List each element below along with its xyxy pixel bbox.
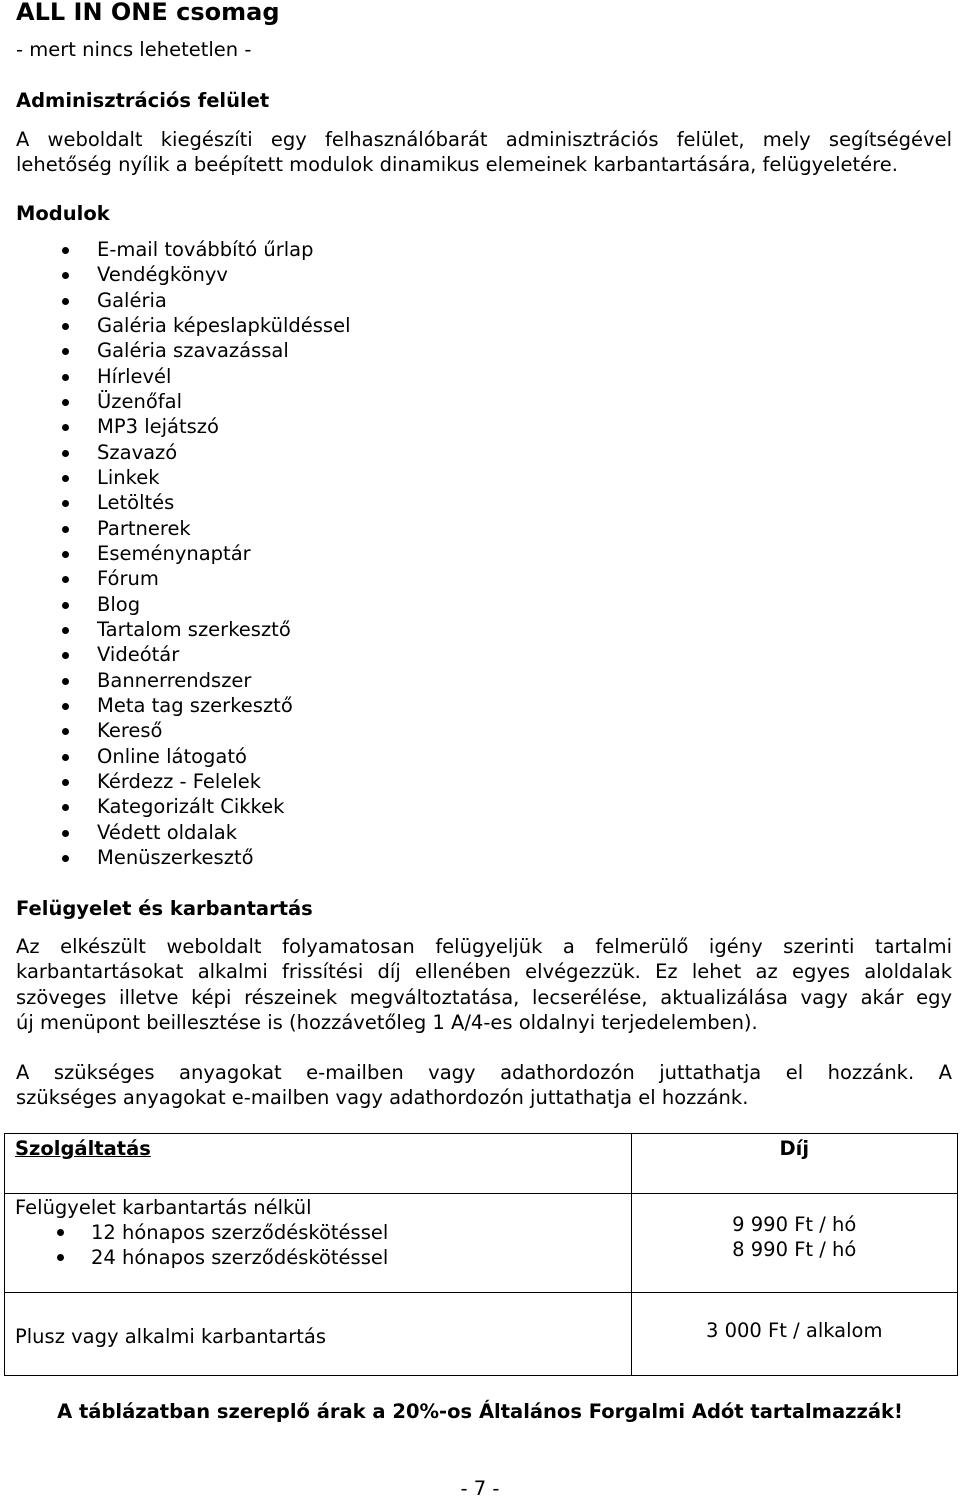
fee-value: 3 000 Ft / alkalom <box>706 1319 883 1342</box>
paragraph-line: Az elkészült weboldalt folyamatosan felügyeljük a felmerülő igény szerinti tartalmi <box>16 935 952 958</box>
module-list-item: Galéria képeslapküldéssel <box>0 313 351 338</box>
page-subtitle: - mert nincs lehetetlen - <box>16 38 252 61</box>
admin-paragraph <box>16 127 952 178</box>
module-list-item: Kategorizált Cikkek <box>0 794 351 819</box>
page-number: - 7 - <box>460 1477 500 1500</box>
module-list-item: Eseménynaptár <box>0 541 351 566</box>
fee-cell <box>631 1194 958 1293</box>
paragraph-line: karbantartásokat alkalmi frissítési díj ellenében elvégezzük. Ez lehet az egyes aloldalak <box>16 960 952 984</box>
module-list-item: Hírlevél <box>0 364 351 389</box>
table-row <box>5 1194 958 1293</box>
header-fee: Díj <box>779 1137 810 1160</box>
module-list-item: Online látogató <box>0 744 351 769</box>
admin-line: lehetőség nyílik a beépített modulok dinamikus elemeinek karbantartására, felügyeletére. <box>16 153 898 177</box>
header-cell-service <box>5 1134 632 1194</box>
module-list-item: Szavazó <box>0 440 351 465</box>
price-table <box>4 1133 958 1376</box>
module-list-item: Galéria szavazással <box>0 338 351 363</box>
vat-note: A táblázatban szereplő árak a 20%-os Általános Forgalmi Adót tartalmazzák! <box>57 1400 903 1423</box>
module-list-item: Galéria <box>0 288 351 313</box>
module-list-item: Fórum <box>0 566 351 591</box>
module-list-item: Blog <box>0 592 351 617</box>
paragraph-line: A szükséges anyagokat e-mailben vagy adathordozón juttathatja el hozzánk. A <box>16 1061 952 1084</box>
modules-heading: Modulok <box>16 202 110 225</box>
service-cell <box>5 1293 632 1376</box>
header-service: Szolgáltatás <box>15 1137 151 1160</box>
module-list-item: Menüszerkesztő <box>0 845 351 870</box>
list-item: 24 hónapos szerződéskötéssel <box>5 1245 631 1270</box>
table-row <box>5 1293 958 1376</box>
module-list-item: Meta tag szerkesztő <box>0 693 351 718</box>
fee-cell <box>631 1293 958 1376</box>
maintenance-heading: Felügyelet és karbantartás <box>16 897 313 920</box>
table-header-row <box>5 1134 958 1194</box>
header-cell-fee <box>631 1134 958 1194</box>
service-name: Plusz vagy alkalmi karbantartás <box>15 1324 327 1348</box>
service-cell <box>5 1194 632 1293</box>
module-list-item: Vendégkönyv <box>0 262 351 287</box>
module-list-item: Bannerrendszer <box>0 668 351 693</box>
maintenance-paragraph-1 <box>16 934 952 1035</box>
page-title: ALL IN ONE csomag <box>16 0 280 26</box>
module-list-item: Kérdezz - Felelek <box>0 769 351 794</box>
maintenance-paragraph-2 <box>16 1060 952 1111</box>
admin-heading: Adminisztrációs felület <box>16 89 270 112</box>
admin-line: A weboldalt kiegészíti egy felhasználóbarát adminisztrációs felület, mely segítségével <box>16 128 952 151</box>
module-list-item: E-mail továbbító űrlap <box>0 237 351 262</box>
list-item: 12 hónapos szerződéskötéssel <box>5 1220 631 1245</box>
service-name: Felügyelet karbantartás nélkül <box>15 1196 312 1219</box>
module-list-item: Tartalom szerkesztő <box>0 617 351 642</box>
modules-list <box>0 237 351 870</box>
module-list-item: MP3 lejátszó <box>0 414 351 439</box>
module-list-item: Védett oldalak <box>0 820 351 845</box>
service-options <box>5 1220 631 1270</box>
module-list-item: Partnerek <box>0 516 351 541</box>
paragraph-line: szöveges illetve képi részeinek megváltoztatása, lecserélése, aktualizálása vagy akár egy <box>16 985 952 1009</box>
module-list-item: Üzenőfal <box>0 389 351 414</box>
paragraph-line: új menüpont beillesztése is (hozzávetőleg 1 A/4-es oldalnyi terjedelemben). <box>16 1010 758 1034</box>
module-list-item: Videótár <box>0 642 351 667</box>
paragraph-line: szükséges anyagokat e-mailben vagy adathordozón juttathatja el hozzánk. <box>16 1086 749 1110</box>
module-list-item: Linkek <box>0 465 351 490</box>
fee-value: 9 990 Ft / hó <box>732 1213 857 1236</box>
module-list-item: Letöltés <box>0 490 351 515</box>
fee-value: 8 990 Ft / hó <box>732 1238 857 1261</box>
module-list-item: Kereső <box>0 718 351 743</box>
